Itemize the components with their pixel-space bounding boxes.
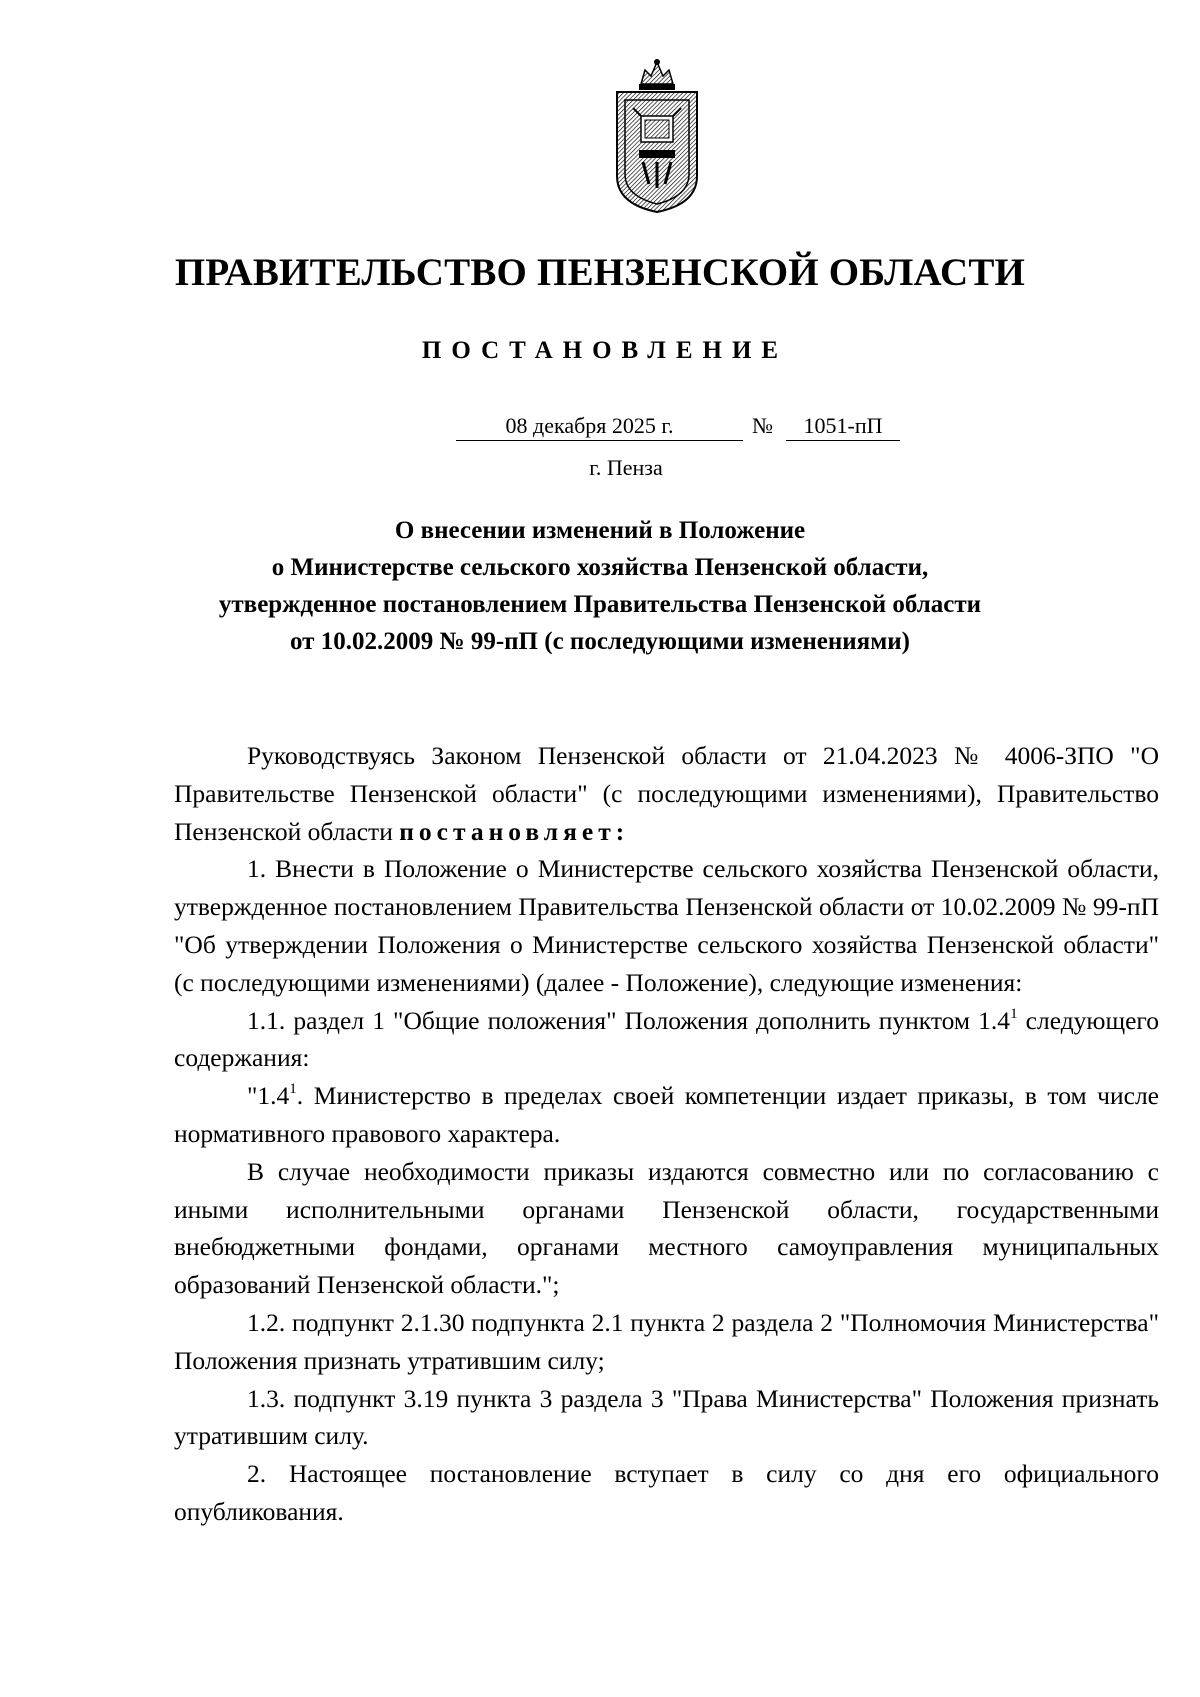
subject-line: о Министерстве сельского хозяйства Пензенской области, xyxy=(271,554,929,581)
document-city: г. Пенза xyxy=(589,455,663,480)
paragraph-item-1: 1. Внести в Положение о Министерстве сельского хозяйства Пензенской области, утвержденное постановлением Правительства Пензенской области от 10.02.2009 № 99-пП "Об утверждении Положения о Министерстве сельского хозяйства Пензенской области" (с последующими изменениями) (далее - Положение), следующие изменения: xyxy=(174,854,1159,997)
quote-text: . Министерство в пределах своей компетенции издает приказы, в том числе нормативного правового характера. xyxy=(174,1081,1159,1148)
preamble-text: Руководствуясь Законом Пензенской области от 21.04.2023 № 4006-ЗПО "О Правительстве Пензенской области" (с последующими изменениями), Правительство Пензенской области xyxy=(174,741,1159,846)
superscript: 1 xyxy=(1010,1005,1018,1022)
superscript: 1 xyxy=(289,1081,297,1098)
paragraph-quote-continued: В случае необходимости приказы издаются совместно или по согласованию с иными исполнительными органами Пензенской области, государственными внебюджетными фондами, органами местного самоуправления муниципальных образований Пензенской области."; xyxy=(174,1156,1159,1300)
paragraph-item-1-2: 1.2. подпункт 2.1.30 подпункта 2.1 пункта 2 раздела 2 "Полномочия Министерства" Положения признать утратившим силу; xyxy=(174,1307,1159,1375)
document-body xyxy=(174,737,1159,1531)
paragraph-item-1-3: 1.3. подпункт 3.19 пункта 3 раздела 3 "Права Министерства" Положения признать утратившим силу. xyxy=(174,1383,1159,1451)
paragraph-item-2: 2. Настоящее постановление вступает в силу со дня его официального опубликования. xyxy=(174,1459,1159,1526)
document-number: 1051-пП xyxy=(786,412,900,441)
paragraph-quote-1-4-1 xyxy=(174,1077,1159,1153)
document-subject xyxy=(0,512,1200,660)
subject-line: утвержденное постановлением Правительства Пензенской области xyxy=(218,591,982,618)
quote-open: "1.4 xyxy=(247,1081,290,1111)
paragraph-preamble xyxy=(174,737,1159,850)
government-title: ПРАВИТЕЛЬСТВО ПЕНЗЕНСКОЙ ОБЛАСТИ xyxy=(174,251,1026,294)
item-text: 1.1. раздел 1 "Общие положения" Положения дополнить пунктом 1.4 xyxy=(247,1005,1011,1035)
coat-of-arms-icon xyxy=(611,58,703,214)
document-date: 08 декабря 2025 г. xyxy=(456,412,743,441)
subject-line: от 10.02.2009 № 99-пП (с последующими изменениями) xyxy=(290,628,910,655)
resolution-keyword: постановляет: xyxy=(399,816,630,846)
number-sign: № xyxy=(752,413,773,438)
document-type: ПОСТАНОВЛЕНИЕ xyxy=(421,337,789,364)
item-tail: следующего содержания: xyxy=(174,1005,1160,1073)
subject-line: О внесении изменений в Положение xyxy=(394,517,806,544)
paragraph-item-1-1 xyxy=(174,1002,1159,1078)
